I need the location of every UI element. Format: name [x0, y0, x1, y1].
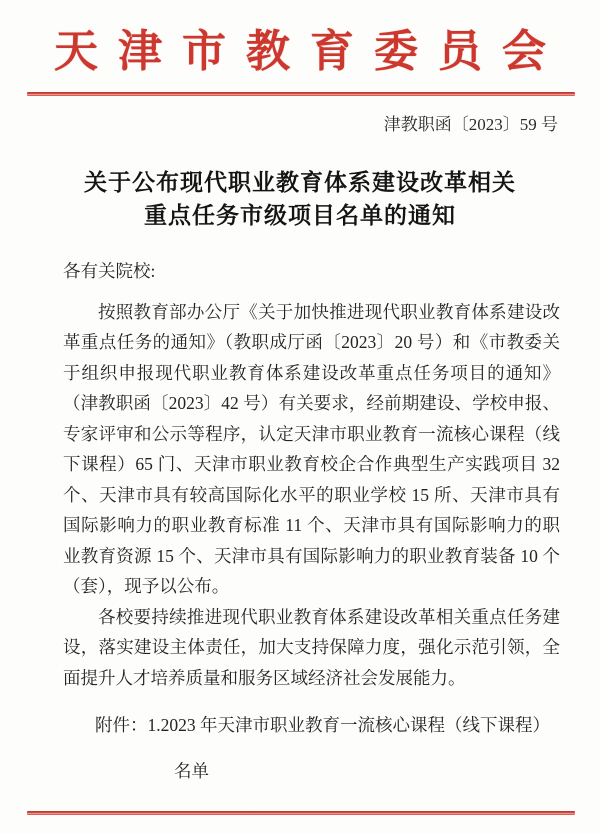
masthead-divider-line	[27, 92, 575, 96]
notice-body	[63, 256, 560, 693]
notice-title-line2: 重点任务市级项目名单的通知	[144, 203, 456, 228]
notice-title-line1: 关于公布现代职业教育体系建设改革相关	[84, 170, 516, 195]
notice-title	[0, 166, 600, 232]
attachment-label: 附件：1.2023 年天津市职业教育一流核心课程（线下课程）	[95, 715, 550, 735]
body-paragraph-2: 各校要持续推进现代职业教育体系建设改革相关重点任务建设，落实建设主体责任，加大支持保障力度，强化示范引领，全面提升人才培养质量和服务区域经济社会发展能力。	[63, 606, 560, 688]
document-reference-number: 津教职函〔2023〕59 号	[383, 115, 558, 134]
salutation: 各有关院校:	[63, 261, 156, 281]
agency-masthead: 天津市教育委员会	[54, 27, 566, 76]
body-paragraph-1: 按照教育部办公厅《关于加快推进现代职业教育体系建设改革重点任务的通知》（教职成厅函〔2023〕20 号）和《市教委关于组织申报现代职业教育体系建设改革重点任务项目的通知》（津教职函〔2023〕42 号）有关要求，经前期建设、学校申报、专家评审和公示等程序，认定天津市职业教育一流核心课程（线下课程）65 门、天津市职业教育校企合作典型生产实践项目 32 个、天津市具有较高国际化水平的职业学校 15 所、天津市具有国际影响力的职业教育标准 11 个、天津市具有国际影响力的职业教育资源 15 个、天津市具有国际影响力的职业教育装备 10 个（套），现予以公布。	[63, 301, 560, 596]
attachment-section	[63, 702, 560, 794]
attachment-label-continuation: 名单	[174, 761, 209, 781]
footer-divider-line	[27, 811, 575, 815]
